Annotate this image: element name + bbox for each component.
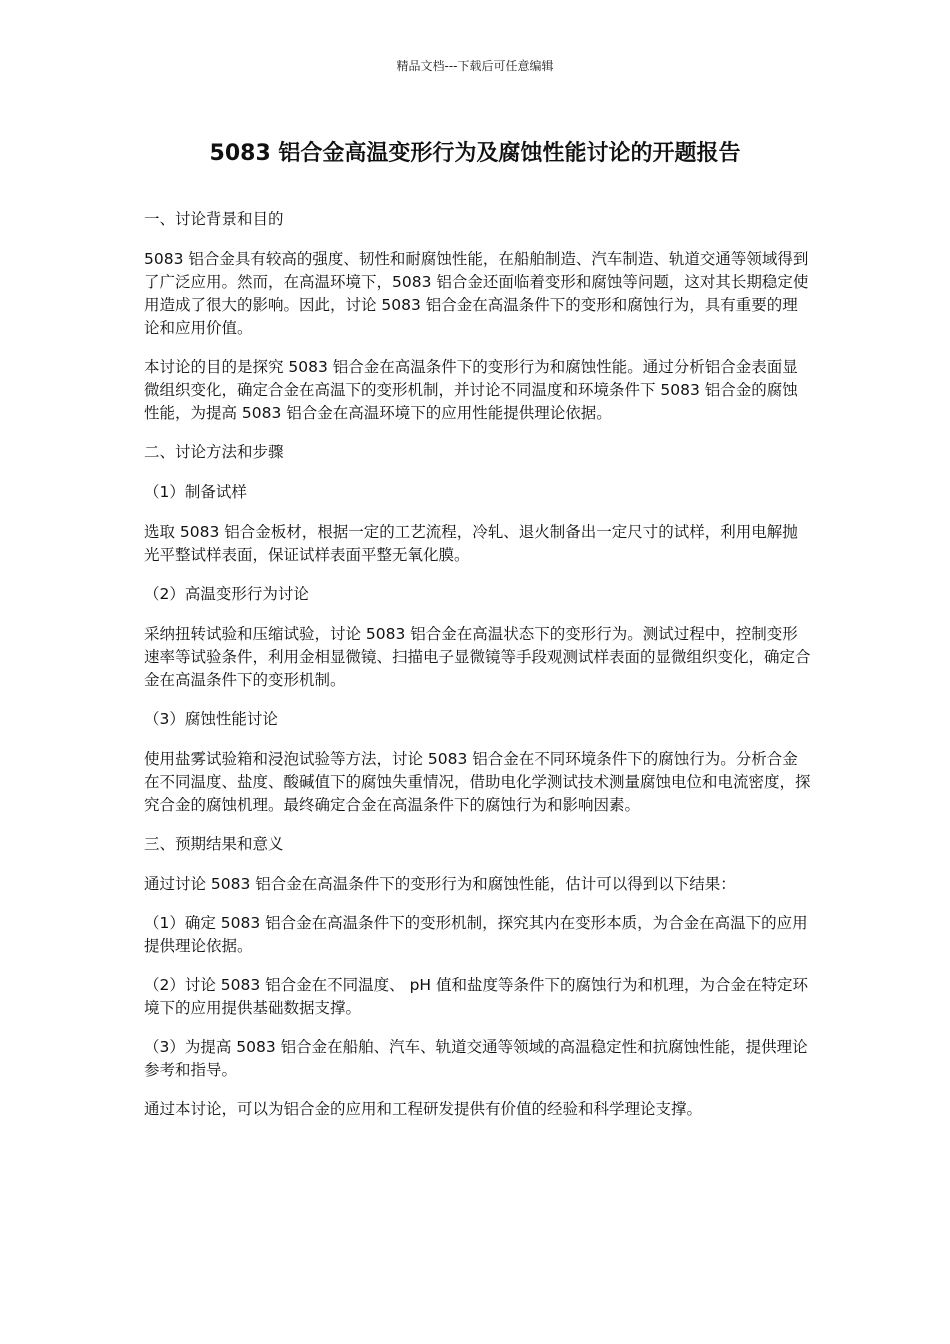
subheading-sample-prep: （1）制备试样 (144, 483, 247, 501)
list-item-result-2: （2）讨论 5083 铝合金在不同温度、 pH 值和盐度等条件下的腐蚀行为和机理，为合金在特定环境下的应用提供基础数据支撑。 (144, 976, 809, 1017)
paragraph-sample-prep: 选取 5083 铝合金板材，根据一定的工艺流程，冷轧、退火制备出一定尺寸的试样，利用电解抛光平整试样表面，保证试样表面平整无氧化膜。 (144, 523, 798, 564)
document-title: 5083 铝合金高温变形行为及腐蚀性能讨论的开题报告 (209, 141, 741, 166)
list-item-result-3: （3）为提高 5083 铝合金在船舶、汽车、轨道交通等领域的高温稳定性和抗腐蚀性能，提供理论参考和指导。 (144, 1038, 808, 1079)
paragraph-background: 5083 铝合金具有较高的强度、韧性和耐腐蚀性能，在船舶制造、汽车制造、轨道交通等领域得到了广泛应用。然而，在高温环境下，5083 铝合金还面临着变形和腐蚀等问题，这对其长期稳定使用造成了很大的影响。因此，讨论 5083 铝合金在高温条件下的变形和腐蚀行为，具有重要的理论和应用价值。 (144, 250, 809, 337)
subheading-deformation: （2）高温变形行为讨论 (144, 585, 309, 603)
section-heading-results: 三、预期结果和意义 (144, 835, 284, 853)
page-header: 精品文档---下载后可任意编辑 (396, 59, 554, 73)
paragraph-conclusion: 通过本讨论，可以为铝合金的应用和工程研发提供有价值的经验和科学理论支撑。 (144, 1100, 703, 1118)
document-body (144, 208, 812, 1137)
paragraph-corrosion: 使用盐雾试验箱和浸泡试验等方法，讨论 5083 铝合金在不同环境条件下的腐蚀行为。分析合金在不同温度、盐度、酸碱值下的腐蚀失重情况，借助电化学测试技术测量腐蚀电位和电流密度，探究合金的腐蚀机理。最终确定合金在高温条件下的腐蚀行为和影响因素。 (144, 750, 811, 814)
paragraph-results-intro: 通过讨论 5083 铝合金在高温条件下的变形行为和腐蚀性能，估计可以得到以下结果： (144, 875, 736, 893)
subheading-corrosion: （3）腐蚀性能讨论 (144, 710, 278, 728)
paragraph-deformation: 采纳扭转试验和压缩试验，讨论 5083 铝合金在高温状态下的变形行为。测试过程中，控制变形速率等试验条件，利用金相显微镜、扫描电子显微镜等手段观测试样表面的显微组织变化，确定合金在高温条件下的变形机制。 (144, 625, 811, 689)
paragraph-purpose: 本讨论的目的是探究 5083 铝合金在高温条件下的变形行为和腐蚀性能。通过分析铝合金表面显微组织变化，确定合金在高温下的变形机制，并讨论不同温度和环境条件下 5083 铝合金的腐蚀性能，为提高 5083 铝合金在高温环境下的应用性能提供理论依据。 (144, 358, 798, 422)
section-heading-background: 一、讨论背景和目的 (144, 210, 284, 228)
section-heading-methods: 二、讨论方法和步骤 (144, 443, 284, 461)
list-item-result-1: （1）确定 5083 铝合金在高温条件下的变形机制，探究其内在变形本质，为合金在高温下的应用提供理论依据。 (144, 914, 808, 955)
